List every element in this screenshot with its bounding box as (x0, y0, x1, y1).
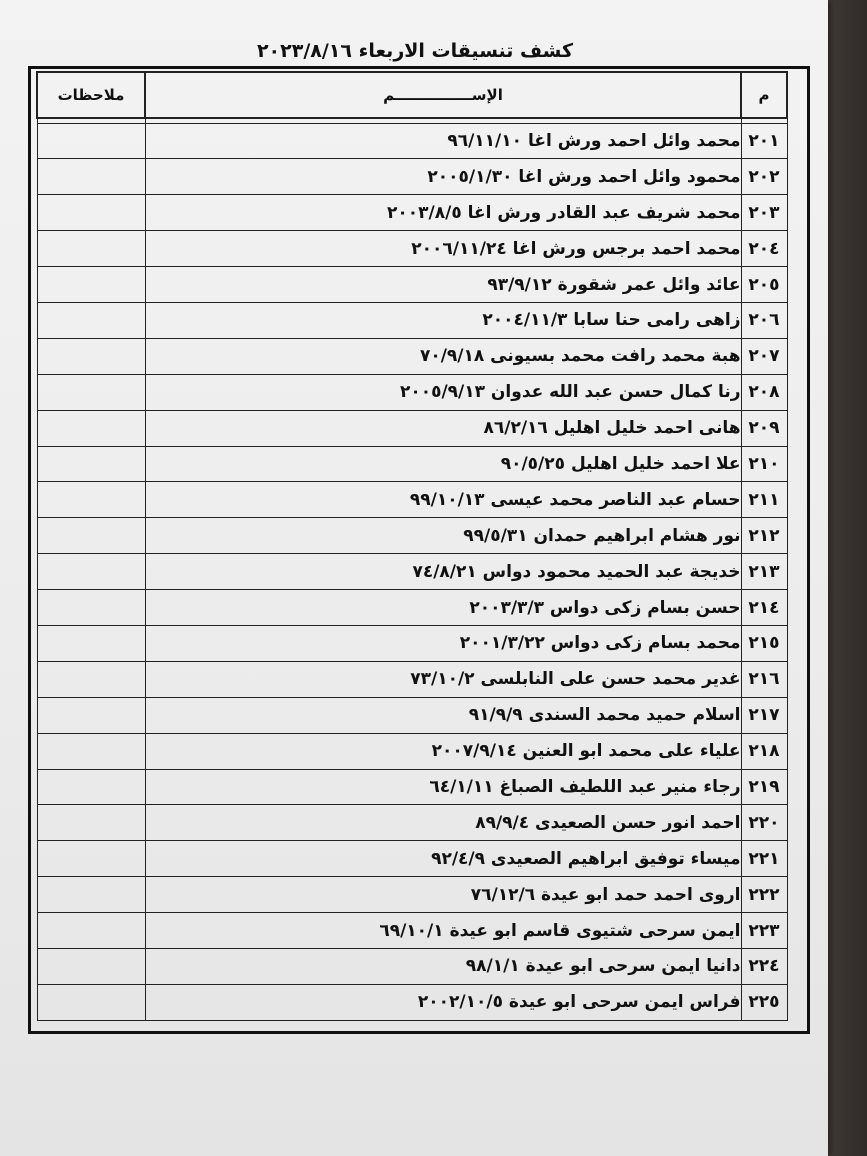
row-name: نور هشام ابراهيم حمدان ٩٩/٥/٣١ (145, 518, 741, 554)
row-name: علا احمد خليل اهليل ٩٠/٥/٢٥ (145, 446, 741, 482)
table-row (37, 984, 787, 1020)
table-row (37, 948, 787, 984)
table-row (37, 769, 787, 805)
row-number: ٢١٣ (741, 554, 787, 590)
row-name: محمد احمد برجس ورش اغا ٢٠٠٦/١١/٢٤ (145, 231, 741, 267)
table-row (37, 410, 787, 446)
row-notes (37, 769, 145, 805)
row-notes (37, 841, 145, 877)
row-notes (37, 948, 145, 984)
row-number: ٢١٠ (741, 446, 787, 482)
row-notes (37, 984, 145, 1020)
table-row (37, 446, 787, 482)
row-number: ٢٢٠ (741, 805, 787, 841)
row-name: رجاء منير عبد اللطيف الصباغ ٦٤/١/١١ (145, 769, 741, 805)
header-number: م (741, 72, 787, 118)
row-number: ٢٠٣ (741, 195, 787, 231)
table-row (37, 661, 787, 697)
row-number: ٢٠٧ (741, 338, 787, 374)
row-name: عائد وائل عمر شقورة ٩٣/٩/١٢ (145, 267, 741, 303)
row-notes (37, 338, 145, 374)
row-name: رنا كمال حسن عبد الله عدوان ٢٠٠٥/٩/١٣ (145, 374, 741, 410)
row-notes (37, 231, 145, 267)
table-row (37, 123, 787, 159)
row-number: ٢٠٤ (741, 231, 787, 267)
row-number: ٢١٧ (741, 697, 787, 733)
table-row (37, 877, 787, 913)
row-number: ٢٢٢ (741, 877, 787, 913)
row-notes (37, 805, 145, 841)
row-name: فراس ايمن سرحى ابو عيدة ٢٠٠٢/١٠/٥ (145, 984, 741, 1020)
table-row (37, 195, 787, 231)
row-name: محمود وائل احمد ورش اغا ٢٠٠٥/١/٣٠ (145, 159, 741, 195)
row-number: ٢٢٣ (741, 913, 787, 949)
row-number: ٢٠٨ (741, 374, 787, 410)
row-notes (37, 590, 145, 626)
row-number: ٢٠١ (741, 123, 787, 159)
row-notes (37, 267, 145, 303)
row-notes (37, 446, 145, 482)
row-name: ميساء توفيق ابراهيم الصعيدى ٩٢/٤/٩ (145, 841, 741, 877)
table-row (37, 841, 787, 877)
row-number: ٢١٢ (741, 518, 787, 554)
row-name: ايمن سرحى شتيوى قاسم ابو عيدة ٦٩/١٠/١ (145, 913, 741, 949)
row-notes (37, 410, 145, 446)
row-name: احمد انور حسن الصعيدى ٨٩/٩/٤ (145, 805, 741, 841)
row-number: ٢١٩ (741, 769, 787, 805)
row-notes (37, 159, 145, 195)
table-row (37, 482, 787, 518)
row-notes (37, 661, 145, 697)
row-notes (37, 374, 145, 410)
row-notes (37, 195, 145, 231)
table-row (37, 913, 787, 949)
row-name: اسلام حميد محمد السندى ٩١/٩/٩ (145, 697, 741, 733)
row-notes (37, 518, 145, 554)
row-number: ٢١٨ (741, 733, 787, 769)
row-notes (37, 625, 145, 661)
table-row (37, 733, 787, 769)
row-notes (37, 482, 145, 518)
table-row (37, 374, 787, 410)
roster-table (36, 71, 788, 1021)
row-notes (37, 877, 145, 913)
row-name: زاهى رامى حنا سابا ٢٠٠٤/١١/٣ (145, 302, 741, 338)
row-notes (37, 733, 145, 769)
row-number: ٢٢١ (741, 841, 787, 877)
row-notes (37, 554, 145, 590)
row-number: ٢٠٦ (741, 302, 787, 338)
row-name: محمد شريف عبد القادر ورش اغا ٢٠٠٣/٨/٥ (145, 195, 741, 231)
row-number: ٢١٦ (741, 661, 787, 697)
row-name: غدير محمد حسن على النابلسى ٧٣/١٠/٢ (145, 661, 741, 697)
row-notes (37, 697, 145, 733)
row-name: محمد وائل احمد ورش اغا ٩٦/١١/١٠ (145, 123, 741, 159)
table-row (37, 267, 787, 303)
table-row (37, 302, 787, 338)
table-row (37, 338, 787, 374)
row-number: ٢١٤ (741, 590, 787, 626)
row-name: هبة محمد رافت محمد بسيونى ٧٠/٩/١٨ (145, 338, 741, 374)
table-row (37, 625, 787, 661)
table-row (37, 159, 787, 195)
row-name: اروى احمد حمد ابو عيدة ٧٦/١٢/٦ (145, 877, 741, 913)
row-name: هانى احمد خليل اهليل ٨٦/٢/١٦ (145, 410, 741, 446)
table-row (37, 231, 787, 267)
row-name: حسام عبد الناصر محمد عيسى ٩٩/١٠/١٣ (145, 482, 741, 518)
table-body (37, 123, 787, 1020)
header-notes: ملاحظات (37, 72, 145, 118)
row-number: ٢٢٥ (741, 984, 787, 1020)
row-name: علياء على محمد ابو العنين ٢٠٠٧/٩/١٤ (145, 733, 741, 769)
row-name: محمد بسام زكى دواس ٢٠٠١/٣/٢٢ (145, 625, 741, 661)
row-number: ٢٢٤ (741, 948, 787, 984)
table-row (37, 518, 787, 554)
row-name: خديجة عبد الحميد محمود دواس ٧٤/٨/٢١ (145, 554, 741, 590)
row-notes (37, 302, 145, 338)
row-notes (37, 913, 145, 949)
table-row (37, 554, 787, 590)
header-row (37, 72, 787, 118)
row-number: ٢٠٩ (741, 410, 787, 446)
row-number: ٢٠٢ (741, 159, 787, 195)
table-row (37, 590, 787, 626)
row-notes (37, 123, 145, 159)
row-number: ٢١١ (741, 482, 787, 518)
row-name: دانيا ايمن سرحى ابو عيدة ٩٨/١/١ (145, 948, 741, 984)
row-name: حسن بسام زكى دواس ٢٠٠٣/٣/٣ (145, 590, 741, 626)
header-name: الإســـــــــــــــم (145, 72, 741, 118)
table-row (37, 697, 787, 733)
row-number: ٢٠٥ (741, 267, 787, 303)
document-title: كشف تنسيقات الاربعاء ٢٠٢٣/٨/١٦ (256, 40, 574, 62)
table-row (37, 805, 787, 841)
row-number: ٢١٥ (741, 625, 787, 661)
